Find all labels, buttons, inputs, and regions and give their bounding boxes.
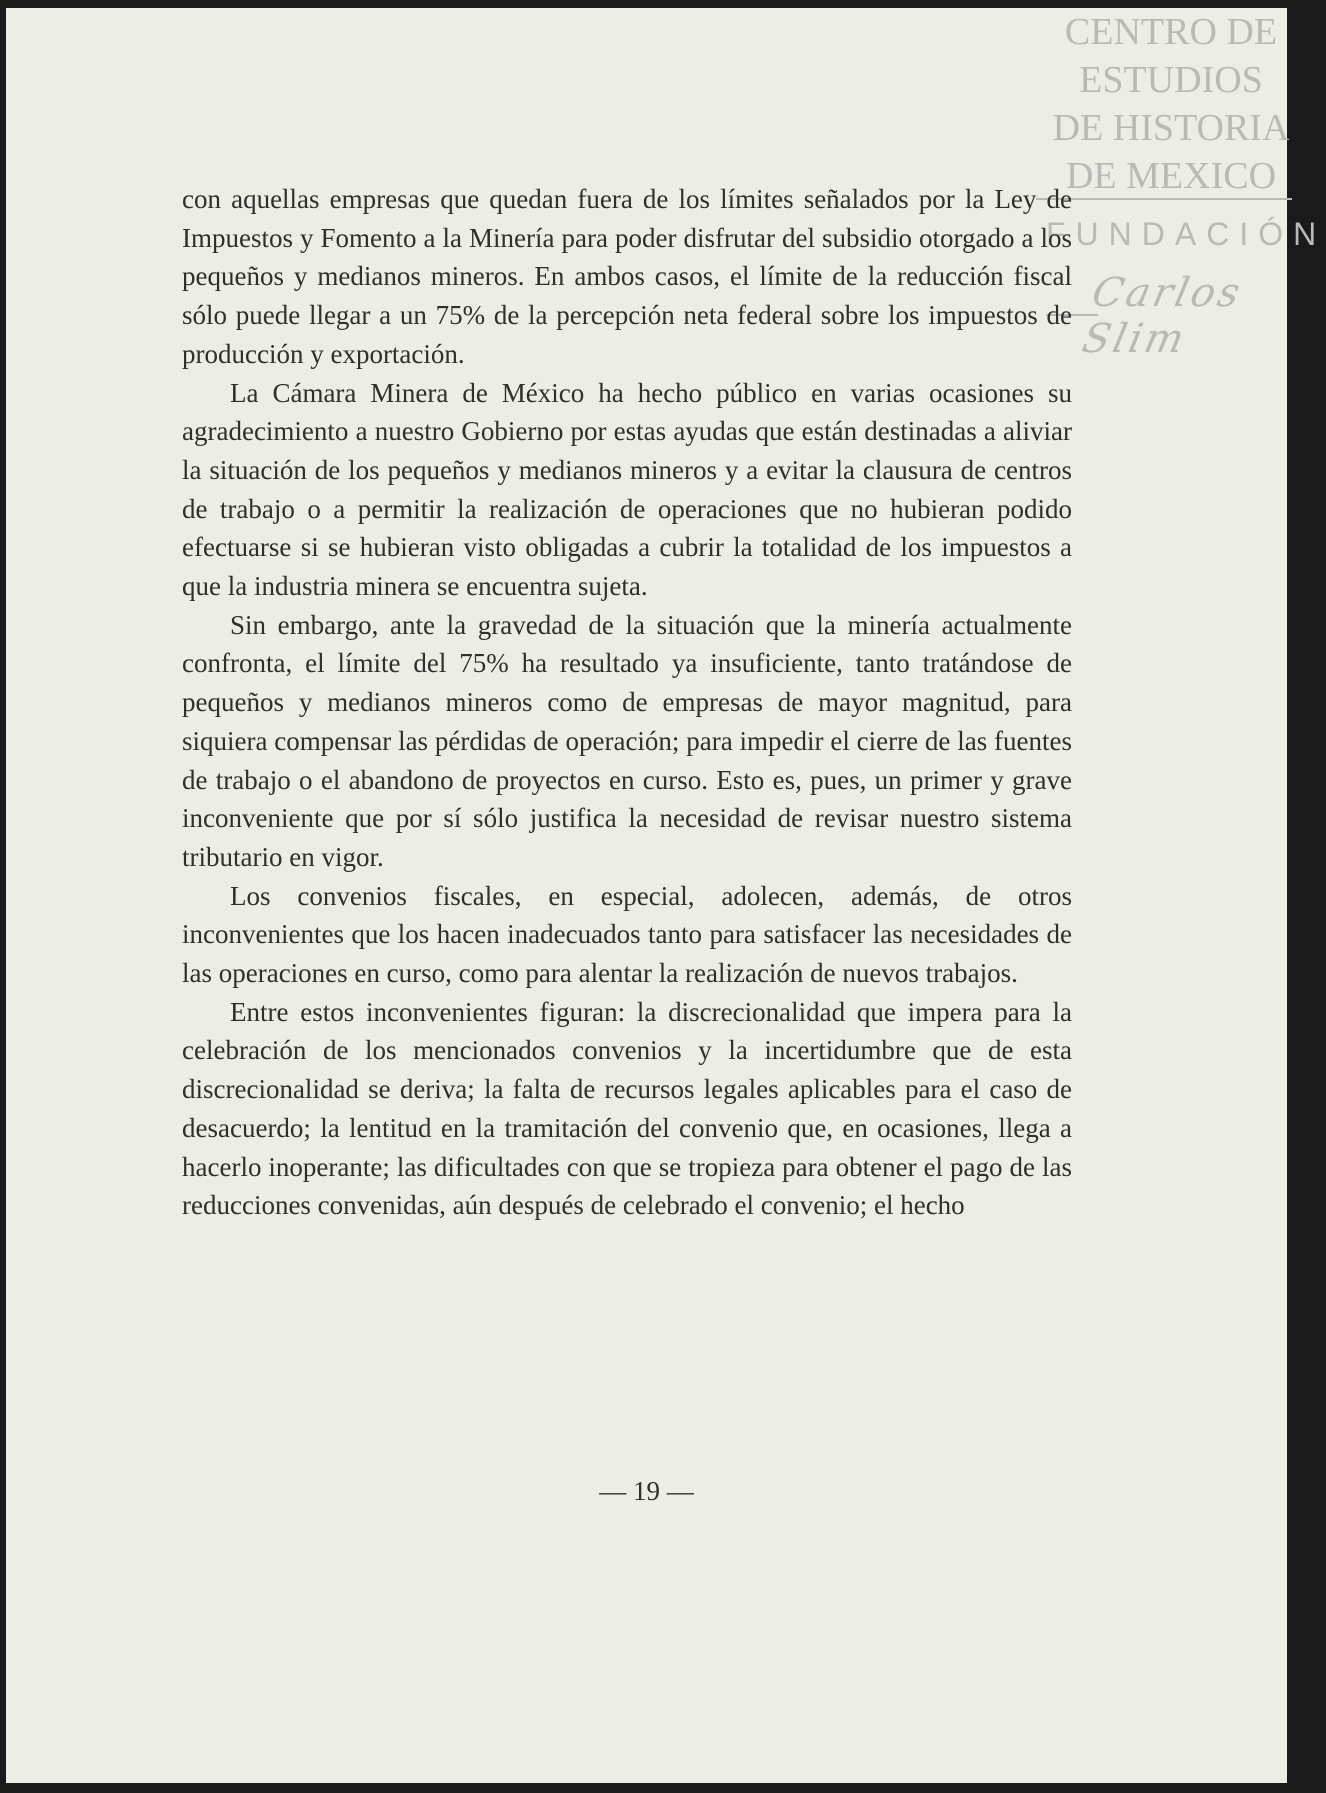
watermark-line-1: CENTRO DE [1064,11,1278,53]
paragraph-3: Sin embargo, ante la gravedad de la situación que la minería actualmente confronta, el límite del 75% ha resultado ya insuficiente, tanto tratándose de pequeños y medianos mineros como de empresas de mayor magnitud, para siquiera compensar las pérdidas de operación; para impedir el cierre de las fuentes de trabajo o el abandono de proyectos en curso. Esto es, pues, un primer y grave inconveniente que por sí sólo justifica la necesidad de revisar nuestro sistema tributario en vigor. [182,609,1072,872]
watermark-line-3: DE HISTORIA [1052,107,1290,149]
paragraph-4: Los convenios fiscales, en especial, adolecen, además, de otros inconvenientes que los hacen inadecuados tanto para satisfacer las necesidades de las operaciones en curso, como para alentar la realización de nuevos trabajos. [182,880,1072,989]
watermark-signature: Carlos Slim [1078,270,1247,362]
watermark-rule [1036,198,1292,200]
body-text [182,180,1072,1225]
page-number: — 19 — [599,1476,694,1506]
document-page [6,8,1326,1783]
paragraph-1: con aquellas empresas que quedan fuera de los límites señalados por la Ley de Impuestos y Fomento a la Minería para poder disfrutar del subsidio otorgado a los pequeños y medianos mineros. En ambos casos, el límite de la reducción fiscal sólo puede llegar a un 75% de la percepción neta federal sobre los impuestos de producción y exportación. [182,184,1072,369]
watermark-line-4: DE MEXICO [1065,155,1277,197]
paragraph-5: Entre estos inconvenientes figuran: la discrecionalidad que impera para la celebración de los mencionados convenios y la incertidumbre que de esta discrecionalidad se deriva; la falta de recursos legales aplicables para el caso de desacuerdo; la lentitud en la tramitación del convenio que, en ocasiones, llega a hacerlo inoperante; las dificultades con que se tropieza para obtener el pago de las reducciones convenidas, aún después de celebrado el convenio; el hecho [182,996,1072,1221]
watermark-line-2: ESTUDIOS [1079,59,1263,101]
watermark-foundation: FUNDACIÓN [1046,216,1326,252]
paragraph-2: La Cámara Minera de México ha hecho público en varias ocasiones su agradecimiento a nuestro Gobierno por estas ayudas que están destinadas a aliviar la situación de los pequeños y medianos mineros y a evitar la clausura de centros de trabajo o a permitir la realización de operaciones que no hubieran podido efectuarse si se hubieran visto obligadas a cubrir la totalidad de los impuestos a que la industria minera se encuentra sujeta. [182,377,1072,602]
watermark-stamp [1036,8,1306,200]
